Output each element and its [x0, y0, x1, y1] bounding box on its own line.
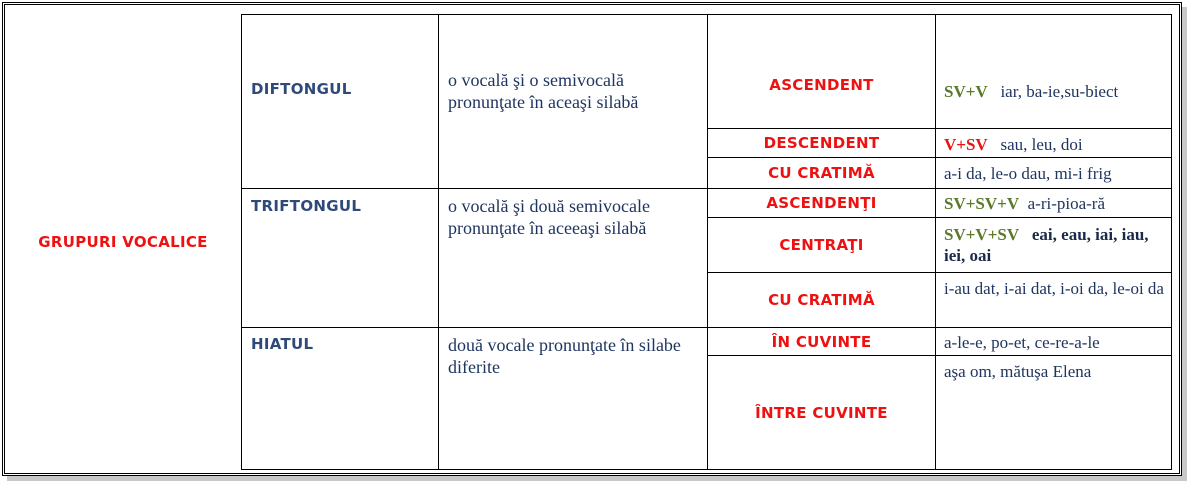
type-descendent: DESCENDENT	[763, 134, 880, 152]
formula-sv-v: SV+V	[944, 82, 988, 101]
definition-hiatul: două vocale pronunţate în silabe diferite	[448, 335, 681, 377]
table-frame	[2, 2, 1182, 476]
table-title: GRUPURI VOCALICE	[38, 233, 208, 251]
example-text: iar, ba-ie,su-biect	[1000, 82, 1119, 101]
example-text: a-ri-pioa-ră	[1027, 194, 1106, 213]
example-ascendenti	[944, 193, 1168, 214]
definition-diftongul: o vocală şi o semivocală pronunţate în aceaşi silabă	[448, 70, 639, 112]
type-centrati: CENTRAŢI	[779, 236, 864, 254]
type-ascendenti: ASCENDENŢI	[766, 194, 877, 212]
example-cu-cratima-2: i-au dat, i-ai dat, i-oi da, le-oi da	[944, 279, 1164, 298]
example-in-cuvinte: a-le-e, po-et, ce-re-a-le	[944, 333, 1100, 352]
group-name-triftongul: TRIFTONGUL	[251, 197, 362, 215]
example-intre-cuvinte: aşa om, mătuşa Elena	[944, 362, 1092, 381]
type-in-cuvinte: ÎN CUVINTE	[771, 332, 872, 351]
type-cu-cratima-2: CU CRATIMĂ	[768, 291, 875, 309]
type-cu-cratima-1: CU CRATIMĂ	[768, 164, 875, 182]
example-text: eai, eau, iai, iau, iei, oai	[944, 225, 1149, 265]
group-name-hiatul: HIATUL	[251, 335, 314, 353]
formula-sv-v-sv: SV+V+SV	[944, 225, 1020, 244]
example-ascendent	[944, 81, 1168, 102]
formula-v-sv: V+SV	[944, 135, 988, 154]
type-intre-cuvinte: ÎNTRE CUVINTE	[755, 404, 888, 422]
type-ascendent: ASCENDENT	[769, 76, 874, 94]
example-cu-cratima-1: a-i da, le-o dau, mi-i frig	[944, 164, 1112, 183]
example-centrati	[944, 224, 1168, 266]
definition-triftongul: o vocală şi două semivocale pronunţate în aceeaşi silabă	[448, 196, 650, 238]
example-text: sau, leu, doi	[1000, 135, 1083, 154]
formula-sv-sv-v: SV+SV+V	[944, 194, 1020, 213]
group-name-diftongul: DIFTONGUL	[251, 80, 352, 98]
example-descendent	[944, 134, 1168, 155]
